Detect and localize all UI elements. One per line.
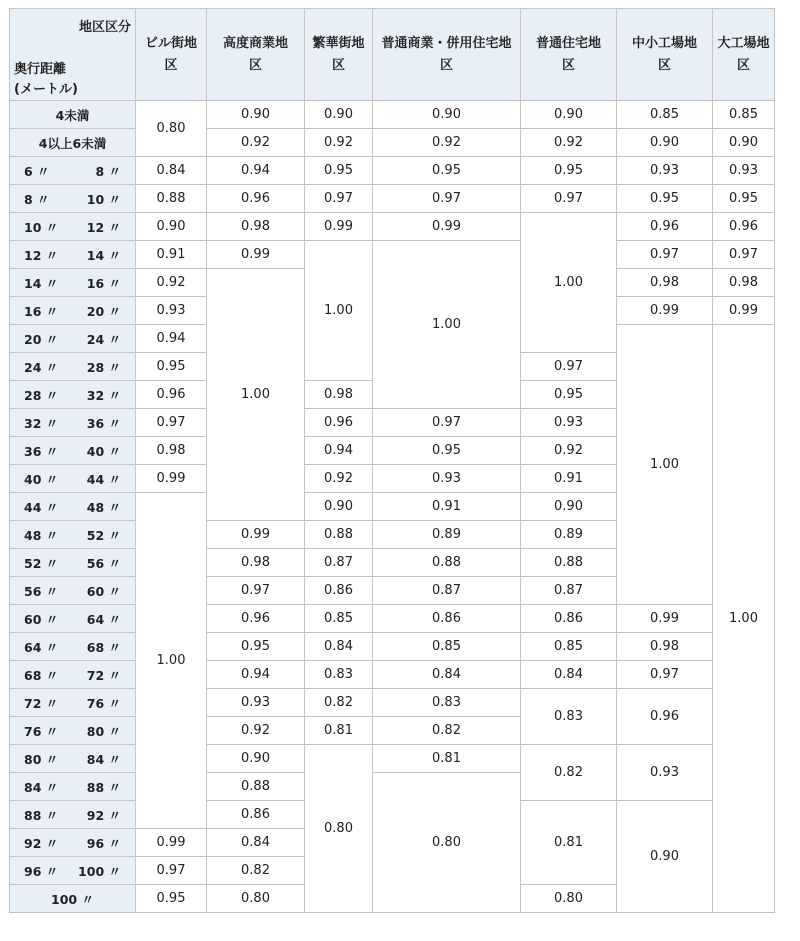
correction-rate-cell: 0.96 <box>713 213 775 241</box>
correction-rate-cell: 0.95 <box>521 381 617 409</box>
depth-range-header <box>10 129 136 157</box>
correction-rate-cell: 0.90 <box>305 493 373 521</box>
depth-range-from: 80 〃 <box>24 751 59 767</box>
depth-range-to: 48 〃 <box>86 499 121 515</box>
table-row <box>10 661 775 689</box>
depth-range-header <box>10 353 136 381</box>
depth-range-to: 96 〃 <box>86 835 121 851</box>
depth-range-header <box>10 605 136 633</box>
table-row <box>10 605 775 633</box>
depth-range-from: 84 〃 <box>24 779 59 795</box>
correction-rate-cell: 0.94 <box>136 325 207 353</box>
correction-rate-cell: 0.99 <box>207 521 305 549</box>
depth-range-from: 76 〃 <box>24 723 59 739</box>
correction-rate-cell: 0.93 <box>713 157 775 185</box>
col-header-ordinary-residential: 普通住宅地 区 <box>521 9 617 101</box>
corner-header-cell <box>10 9 136 101</box>
correction-rate-cell: 0.81 <box>373 745 521 773</box>
table-row <box>10 129 775 157</box>
col-header-building-district: ビル街地 区 <box>136 9 207 101</box>
depth-range-to: 10 〃 <box>86 191 121 207</box>
correction-rate-cell: 0.93 <box>521 409 617 437</box>
depth-range-header <box>10 633 136 661</box>
correction-rate-cell: 0.97 <box>713 241 775 269</box>
depth-range-to: 72 〃 <box>86 667 121 683</box>
table-row <box>10 633 775 661</box>
correction-rate-cell: 0.95 <box>207 633 305 661</box>
correction-rate-cell: 0.88 <box>305 521 373 549</box>
correction-rate-cell: 0.87 <box>305 549 373 577</box>
correction-rate-cell: 0.87 <box>373 577 521 605</box>
correction-rate-cell: 0.85 <box>373 633 521 661</box>
correction-rate-cell: 0.80 <box>207 885 305 913</box>
table-row <box>10 157 775 185</box>
correction-rate-cell: 0.80 <box>373 773 521 913</box>
table-row <box>10 185 775 213</box>
correction-rate-cell: 0.87 <box>521 577 617 605</box>
depth-range-to: 56 〃 <box>86 555 121 571</box>
depth-label <box>14 60 78 100</box>
correction-rate-cell: 0.93 <box>617 745 713 801</box>
depth-range-header <box>10 297 136 325</box>
correction-rate-cell: 0.96 <box>305 409 373 437</box>
table-row <box>10 101 775 129</box>
depth-range-header <box>10 269 136 297</box>
depth-range-to: 80 〃 <box>86 723 121 739</box>
correction-rate-cell: 0.93 <box>617 157 713 185</box>
correction-rate-cell: 0.97 <box>373 409 521 437</box>
correction-rate-cell: 0.90 <box>207 745 305 773</box>
correction-rate-cell: 0.84 <box>521 661 617 689</box>
correction-rate-cell: 0.95 <box>136 353 207 381</box>
correction-rate-cell: 0.99 <box>373 213 521 241</box>
depth-range-header <box>10 885 136 913</box>
table-body <box>10 101 775 913</box>
correction-rate-cell: 0.99 <box>617 297 713 325</box>
depth-range-to: 32 〃 <box>86 387 121 403</box>
depth-range-to: 12 〃 <box>86 219 121 235</box>
depth-range-to: 68 〃 <box>86 639 121 655</box>
correction-rate-cell: 0.85 <box>713 101 775 129</box>
correction-rate-cell: 1.00 <box>305 241 373 381</box>
correction-rate-cell: 0.90 <box>521 493 617 521</box>
correction-rate-cell: 0.89 <box>373 521 521 549</box>
correction-rate-cell: 1.00 <box>207 269 305 521</box>
correction-rate-cell: 0.82 <box>521 745 617 801</box>
depth-range-to: 14 〃 <box>86 247 121 263</box>
depth-range-from: 48 〃 <box>24 527 59 543</box>
depth-range-from: 14 〃 <box>24 275 59 291</box>
correction-rate-cell: 0.83 <box>305 661 373 689</box>
correction-rate-cell: 0.94 <box>305 437 373 465</box>
correction-rate-cell: 0.95 <box>713 185 775 213</box>
correction-rate-cell: 0.88 <box>136 185 207 213</box>
depth-range-header <box>10 493 136 521</box>
correction-rate-cell: 0.99 <box>207 241 305 269</box>
depth-range-to: 40 〃 <box>86 443 121 459</box>
depth-range-from: 88 〃 <box>24 807 59 823</box>
correction-rate-cell: 0.99 <box>136 829 207 857</box>
depth-range-from: 8 〃 <box>24 191 50 207</box>
correction-rate-cell: 0.96 <box>136 381 207 409</box>
depth-range-from: 64 〃 <box>24 639 59 655</box>
correction-rate-cell: 0.98 <box>207 213 305 241</box>
correction-rate-cell: 0.82 <box>207 857 305 885</box>
correction-rate-cell: 0.85 <box>617 101 713 129</box>
correction-rate-cell: 0.86 <box>207 801 305 829</box>
correction-rate-cell: 0.86 <box>305 577 373 605</box>
depth-correction-table-container <box>9 8 775 913</box>
depth-range-to: 24 〃 <box>86 331 121 347</box>
depth-range-from: 52 〃 <box>24 555 59 571</box>
correction-rate-cell: 0.98 <box>617 269 713 297</box>
correction-rate-cell: 0.90 <box>136 213 207 241</box>
depth-range-from: 92 〃 <box>24 835 59 851</box>
depth-range-header <box>10 437 136 465</box>
correction-rate-cell: 0.84 <box>207 829 305 857</box>
correction-rate-cell: 0.94 <box>207 157 305 185</box>
depth-range-from: 32 〃 <box>24 415 59 431</box>
depth-range-header <box>10 381 136 409</box>
depth-range-from: 28 〃 <box>24 387 59 403</box>
depth-range-header <box>10 745 136 773</box>
depth-range-to: 88 〃 <box>86 779 121 795</box>
depth-range-header <box>10 577 136 605</box>
depth-range-header <box>10 409 136 437</box>
depth-range-from: 96 〃 <box>24 863 59 879</box>
correction-rate-cell: 0.86 <box>373 605 521 633</box>
zone-category-label: 地区区分 <box>78 20 131 35</box>
correction-rate-cell: 0.90 <box>617 801 713 913</box>
correction-rate-cell: 0.97 <box>617 241 713 269</box>
depth-label-line2: (メートル) <box>14 82 78 97</box>
depth-range-to: 28 〃 <box>86 359 121 375</box>
depth-range-from: 60 〃 <box>24 611 59 627</box>
correction-rate-cell: 0.98 <box>713 269 775 297</box>
correction-rate-cell: 0.92 <box>136 269 207 297</box>
col-header-downtown: 繁華街地 区 <box>305 9 373 101</box>
correction-rate-cell: 0.93 <box>136 297 207 325</box>
correction-rate-cell: 0.90 <box>521 101 617 129</box>
depth-range-to: 100 〃 <box>78 863 121 879</box>
depth-range-from: 72 〃 <box>24 695 59 711</box>
correction-rate-cell: 0.98 <box>617 633 713 661</box>
depth-range-from: 24 〃 <box>24 359 59 375</box>
correction-rate-cell: 0.95 <box>373 157 521 185</box>
correction-rate-cell: 0.95 <box>617 185 713 213</box>
depth-range-from: 36 〃 <box>24 443 59 459</box>
correction-rate-cell: 0.97 <box>617 661 713 689</box>
correction-rate-cell: 1.00 <box>617 325 713 605</box>
depth-range-from: 56 〃 <box>24 583 59 599</box>
correction-rate-cell: 0.84 <box>305 633 373 661</box>
col-header-small-medium-factory: 中小工場地 区 <box>617 9 713 101</box>
correction-rate-cell: 0.80 <box>136 101 207 157</box>
correction-rate-cell: 0.82 <box>373 717 521 745</box>
depth-correction-table <box>9 8 775 913</box>
correction-rate-cell: 1.00 <box>136 493 207 829</box>
depth-range-header <box>10 241 136 269</box>
correction-rate-cell: 0.91 <box>136 241 207 269</box>
correction-rate-cell: 0.84 <box>373 661 521 689</box>
correction-rate-cell: 0.92 <box>521 437 617 465</box>
correction-rate-cell: 0.98 <box>207 549 305 577</box>
table-row <box>10 745 775 773</box>
correction-rate-cell: 0.92 <box>305 129 373 157</box>
correction-rate-cell: 0.99 <box>713 297 775 325</box>
depth-range-header <box>10 157 136 185</box>
depth-range-to: 20 〃 <box>86 303 121 319</box>
correction-rate-cell: 0.97 <box>521 185 617 213</box>
depth-range-header <box>10 773 136 801</box>
correction-rate-cell: 0.90 <box>373 101 521 129</box>
depth-range-header <box>10 661 136 689</box>
col-header-high-commercial: 高度商業地 区 <box>207 9 305 101</box>
depth-range-from: 4以上6未満 <box>38 135 107 151</box>
depth-range-to: 92 〃 <box>86 807 121 823</box>
correction-rate-cell: 0.92 <box>521 129 617 157</box>
correction-rate-cell: 0.86 <box>521 605 617 633</box>
correction-rate-cell: 0.88 <box>373 549 521 577</box>
depth-range-header <box>10 465 136 493</box>
depth-range-header <box>10 829 136 857</box>
table-row <box>10 213 775 241</box>
correction-rate-cell: 0.81 <box>521 801 617 885</box>
correction-rate-cell: 0.95 <box>373 437 521 465</box>
correction-rate-cell: 0.85 <box>305 605 373 633</box>
depth-range-from: 100 〃 <box>51 891 94 907</box>
correction-rate-cell: 0.92 <box>207 717 305 745</box>
correction-rate-cell: 0.88 <box>207 773 305 801</box>
correction-rate-cell: 0.82 <box>305 689 373 717</box>
correction-rate-cell: 0.89 <box>521 521 617 549</box>
depth-range-header <box>10 325 136 353</box>
correction-rate-cell: 0.97 <box>521 353 617 381</box>
correction-rate-cell: 0.93 <box>207 689 305 717</box>
depth-range-to: 44 〃 <box>86 471 121 487</box>
correction-rate-cell: 0.97 <box>373 185 521 213</box>
correction-rate-cell: 0.96 <box>617 213 713 241</box>
depth-range-header <box>10 857 136 885</box>
correction-rate-cell: 0.96 <box>617 689 713 745</box>
correction-rate-cell: 0.83 <box>373 689 521 717</box>
depth-range-from: 10 〃 <box>24 219 59 235</box>
depth-range-from: 20 〃 <box>24 331 59 347</box>
depth-range-header <box>10 801 136 829</box>
depth-range-to: 60 〃 <box>86 583 121 599</box>
correction-rate-cell: 0.92 <box>373 129 521 157</box>
depth-range-to: 8 〃 <box>95 163 121 179</box>
col-header-ordinary-commercial-residential: 普通商業・併用住宅地 区 <box>373 9 521 101</box>
depth-range-from: 6 〃 <box>24 163 50 179</box>
correction-rate-cell: 0.92 <box>207 129 305 157</box>
depth-label-line1: 奥行距離 <box>14 62 67 77</box>
depth-range-from: 16 〃 <box>24 303 59 319</box>
col-header-large-factory: 大工場地 区 <box>713 9 775 101</box>
depth-range-header <box>10 689 136 717</box>
correction-rate-cell: 1.00 <box>373 241 521 409</box>
correction-rate-cell: 0.98 <box>305 381 373 409</box>
correction-rate-cell: 0.81 <box>305 717 373 745</box>
correction-rate-cell: 0.99 <box>136 465 207 493</box>
correction-rate-cell: 0.94 <box>207 661 305 689</box>
correction-rate-cell: 0.88 <box>521 549 617 577</box>
header-row <box>10 9 775 101</box>
depth-range-to: 52 〃 <box>86 527 121 543</box>
depth-range-header <box>10 717 136 745</box>
correction-rate-cell: 0.80 <box>305 745 373 913</box>
correction-rate-cell: 1.00 <box>713 325 775 913</box>
depth-range-header <box>10 521 136 549</box>
correction-rate-cell: 0.90 <box>305 101 373 129</box>
correction-rate-cell: 0.93 <box>373 465 521 493</box>
correction-rate-cell: 0.98 <box>136 437 207 465</box>
correction-rate-cell: 0.84 <box>136 157 207 185</box>
correction-rate-cell: 0.80 <box>521 885 617 913</box>
depth-range-from: 4未満 <box>55 107 90 123</box>
correction-rate-cell: 0.96 <box>207 605 305 633</box>
correction-rate-cell: 0.95 <box>305 157 373 185</box>
table-row <box>10 689 775 717</box>
depth-range-to: 64 〃 <box>86 611 121 627</box>
depth-range-from: 68 〃 <box>24 667 59 683</box>
depth-range-header <box>10 101 136 129</box>
depth-range-to: 36 〃 <box>86 415 121 431</box>
depth-range-header <box>10 213 136 241</box>
correction-rate-cell: 0.90 <box>617 129 713 157</box>
depth-range-header <box>10 185 136 213</box>
depth-range-from: 44 〃 <box>24 499 59 515</box>
correction-rate-cell: 0.90 <box>207 101 305 129</box>
correction-rate-cell: 0.99 <box>305 213 373 241</box>
correction-rate-cell: 0.95 <box>521 157 617 185</box>
correction-rate-cell: 0.95 <box>136 885 207 913</box>
correction-rate-cell: 0.97 <box>305 185 373 213</box>
correction-rate-cell: 0.97 <box>136 857 207 885</box>
depth-range-to: 76 〃 <box>86 695 121 711</box>
correction-rate-cell: 0.83 <box>521 689 617 745</box>
correction-rate-cell: 1.00 <box>521 213 617 353</box>
correction-rate-cell: 0.90 <box>713 129 775 157</box>
depth-range-to: 84 〃 <box>86 751 121 767</box>
correction-rate-cell: 0.99 <box>617 605 713 633</box>
correction-rate-cell: 0.91 <box>521 465 617 493</box>
depth-range-header <box>10 549 136 577</box>
correction-rate-cell: 0.92 <box>305 465 373 493</box>
correction-rate-cell: 0.97 <box>136 409 207 437</box>
correction-rate-cell: 0.85 <box>521 633 617 661</box>
depth-range-from: 40 〃 <box>24 471 59 487</box>
table-row <box>10 241 775 269</box>
correction-rate-cell: 0.97 <box>207 577 305 605</box>
correction-rate-cell: 0.96 <box>207 185 305 213</box>
depth-range-from: 12 〃 <box>24 247 59 263</box>
correction-rate-cell: 0.91 <box>373 493 521 521</box>
depth-range-to: 16 〃 <box>86 275 121 291</box>
